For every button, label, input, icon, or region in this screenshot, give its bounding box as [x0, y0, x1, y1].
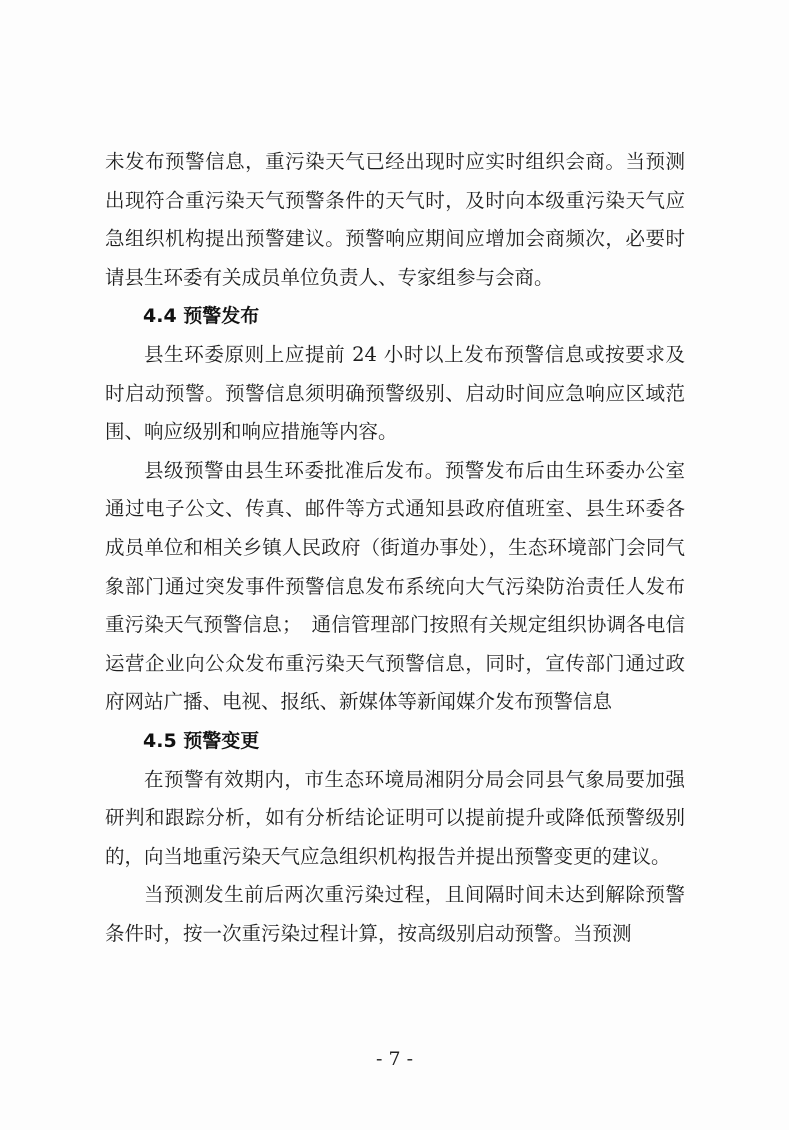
section-heading-4-4: 4.4 预警发布	[143, 305, 260, 328]
section-heading-4-5: 4.5 预警变更	[143, 729, 260, 752]
document-body	[105, 143, 685, 953]
paragraph: 当预测发生前后两次重污染过程，且间隔时间未达到解除预警条件时，按一次重污染过程计算，按高级别启动预警。当预测	[105, 883, 685, 945]
paragraph: 县生环委原则上应提前 24 小时以上发布预警信息或按要求及时启动预警。预警信息须明确预警级别、启动时间应急响应区域范围、响应级别和响应措施等内容。	[105, 342, 685, 444]
continued-paragraph: 未发布预警信息，重污染天气已经出现时应实时组织会商。当预测出现符合重污染天气预警条件的天气时，及时向本级重污染天气应急组织机构提出预警建议。预警响应期间应增加会商频次，必要时请县生环委有关成员单位负责人、专家组参与会商。	[105, 150, 685, 289]
page-number: - 7 -	[375, 1048, 413, 1070]
paragraph: 在预警有效期内，市生态环境局湘阴分局会同县气象局要加强研判和跟踪分析，如有分析结论证明可以提前提升或降低预警级别的，向当地重污染天气应急组织机构报告并提出预警变更的建议。	[105, 767, 685, 868]
paragraph: 县级预警由县生环委批准后发布。预警发布后由生环委办公室通过电子公文、传真、邮件等方式通知县政府值班室、县生环委各成员单位和相关乡镇人民政府（街道办事处），生态环境部门会同气象部门通过突发事件预警信息发布系统向大气污染防治责任人发布重污染天气预警信息； 通信管理部门按照有关规定组织协调各电信运营企业向公众发布重污染天气预警信息，同时，宣传部门通过政府网站广播、电视、报纸、新媒体等新闻媒介发布预警信息	[105, 458, 685, 714]
